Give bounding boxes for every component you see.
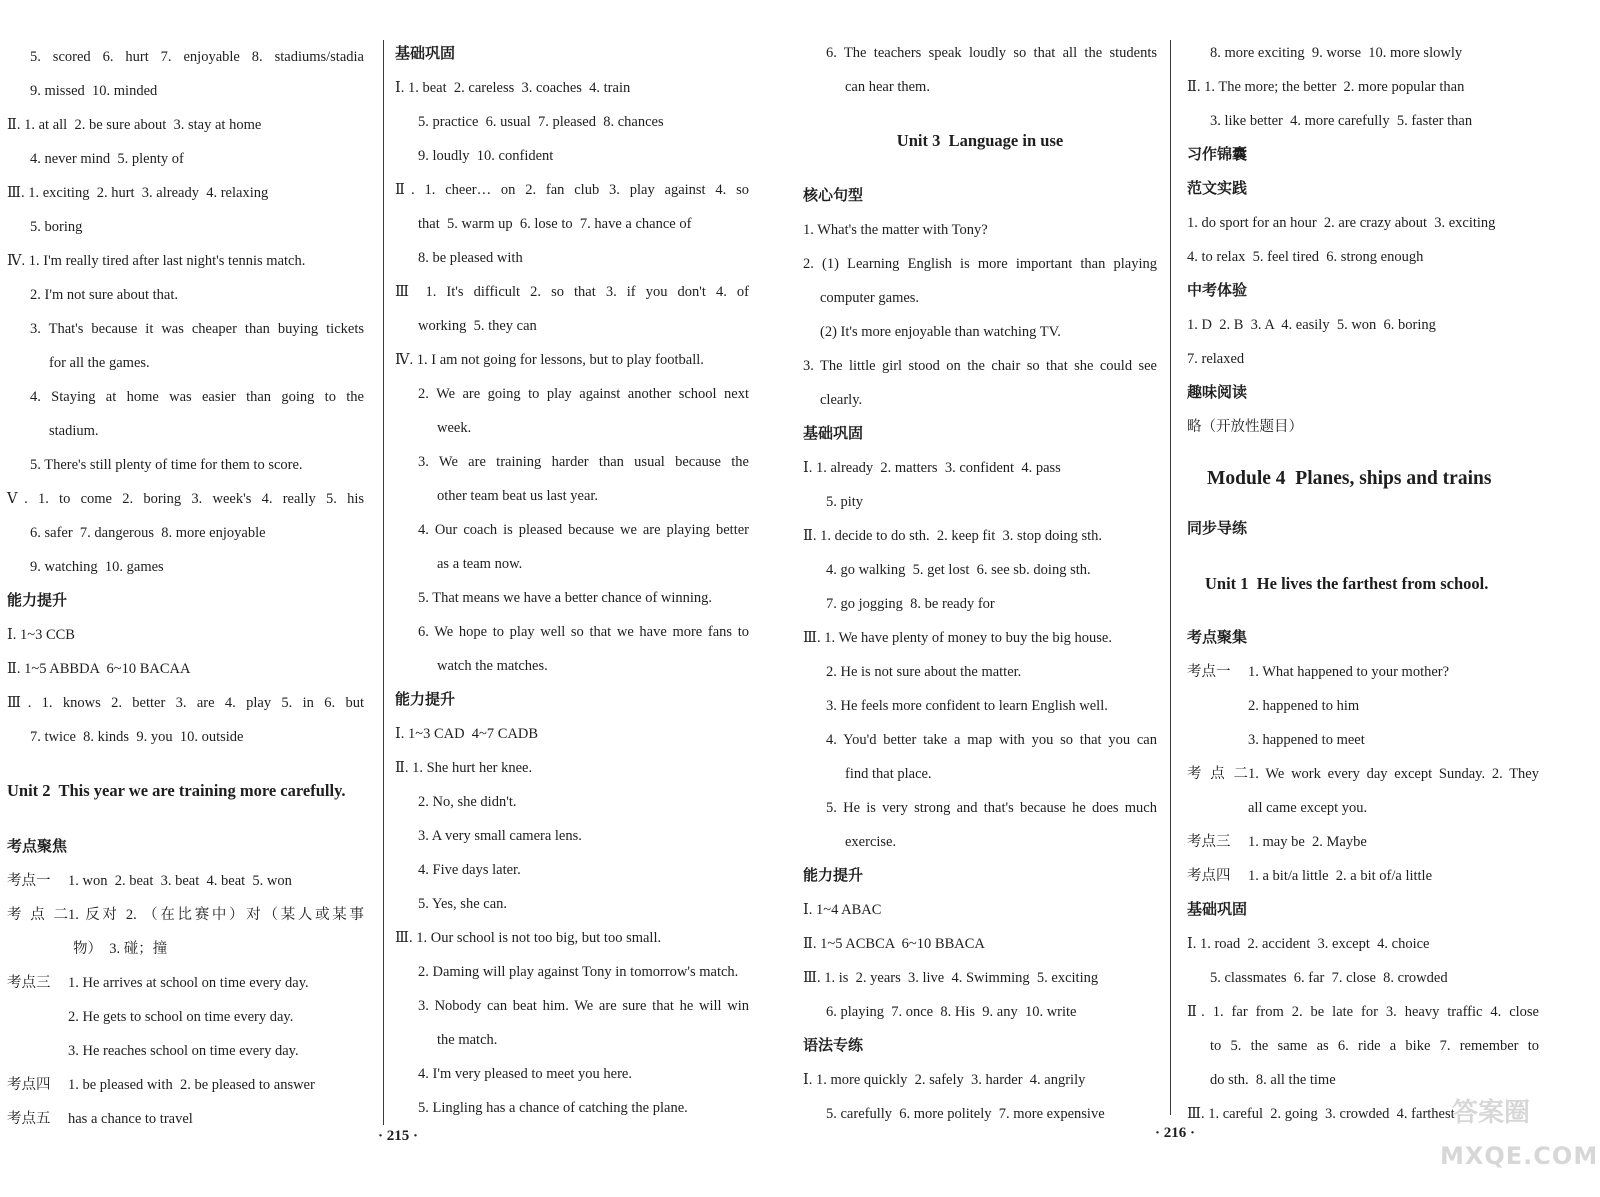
kaodian-text: 1. won 2. beat 3. beat 4. beat 5. won bbox=[68, 873, 292, 889]
answer-line: 2. He is not sure about the matter. bbox=[826, 664, 1022, 680]
section-heading: 能力提升 bbox=[395, 692, 456, 708]
section-heading: 语法专练 bbox=[803, 1038, 864, 1054]
section-heading: 同步导练 bbox=[1187, 521, 1248, 537]
kaodian-line bbox=[7, 864, 364, 898]
section-heading: 能力提升 bbox=[803, 868, 864, 884]
answer-line: 6. playing 7. once 8. His 9. any 10. write bbox=[826, 1004, 1077, 1020]
answer-line: 2. He gets to school on time every day. bbox=[68, 1009, 294, 1025]
section-heading: 基础巩固 bbox=[1187, 902, 1248, 918]
answer-line: week. bbox=[437, 420, 472, 436]
page-number: · 216 · bbox=[1154, 1125, 1195, 1141]
answer-line: (2) It's more enjoyable than watching TV. bbox=[820, 324, 1061, 340]
kaodian-label: 考点一 bbox=[7, 873, 51, 889]
answer-line: 9. watching 10. games bbox=[30, 559, 164, 575]
kaodian-text: 1. a bit/a little 2. a bit of/a little bbox=[1248, 868, 1433, 884]
kaodian-text: 1. We work every day except Sunday. 2. They bbox=[1248, 766, 1539, 782]
answer-line: 7. twice 8. kinds 9. you 10. outside bbox=[30, 729, 244, 745]
answer-line: 2. Daming will play against Tony in tomorrow's match. bbox=[418, 964, 739, 980]
answer-line: Ⅱ. 1. The more; the better 2. more popular than bbox=[1187, 79, 1465, 95]
answer-line: 8. more exciting 9. worse 10. more slowly bbox=[1210, 45, 1463, 61]
section-heading: 考点聚集 bbox=[1187, 630, 1248, 646]
kaodian-text: 1. be pleased with 2. be pleased to answer bbox=[68, 1077, 315, 1093]
answer-line: 3. happened to meet bbox=[1248, 732, 1365, 748]
answer-line: 4. never mind 5. plenty of bbox=[30, 151, 184, 167]
unit-title: Unit 2 This year we are training more carefully. bbox=[7, 781, 346, 800]
section-heading: 考点聚焦 bbox=[7, 839, 68, 855]
answer-line: 2. We are going to play against another school next bbox=[418, 386, 749, 402]
answer-line: 1. D 2. B 3. A 4. easily 5. won 6. boring bbox=[1187, 317, 1436, 333]
answer-line: all came except you. bbox=[1248, 800, 1368, 816]
kaodian-line bbox=[7, 1068, 364, 1102]
answer-line: Ⅰ. 1~4 ABAC bbox=[803, 902, 882, 918]
answer-line: computer games. bbox=[820, 290, 920, 306]
column-divider bbox=[1170, 40, 1171, 1115]
answer-line: 3. Nobody can beat him. We are sure that he will win bbox=[418, 998, 749, 1014]
column-divider bbox=[383, 40, 384, 1125]
answer-line: 4. You'd better take a map with you so that you can bbox=[826, 732, 1157, 748]
answer-line: 5. practice 6. usual 7. pleased 8. chances bbox=[418, 114, 664, 130]
answer-line: Ⅰ. 1~3 CAD 4~7 CADB bbox=[395, 726, 539, 742]
answer-line: Ⅲ. 1. is 2. years 3. live 4. Swimming 5. exciting bbox=[803, 970, 1099, 986]
kaodian-line bbox=[1187, 859, 1539, 893]
answer-line: as a team now. bbox=[437, 556, 523, 572]
kaodian-text: has a chance to travel bbox=[68, 1111, 193, 1127]
kaodian-line bbox=[7, 898, 364, 932]
kaodian-line bbox=[7, 966, 364, 1000]
kaodian-text: 1. may be 2. Maybe bbox=[1248, 834, 1367, 850]
answer-line: that 5. warm up 6. lose to 7. have a chance of bbox=[418, 216, 692, 232]
kaodian-label: 考点三 bbox=[1187, 834, 1231, 850]
answer-line: Ⅳ. 1. I'm really tired after last night's tennis match. bbox=[7, 253, 306, 269]
answer-line: 6. safer 7. dangerous 8. more enjoyable bbox=[30, 525, 266, 541]
answer-line: 5. carefully 6. more politely 7. more expensive bbox=[826, 1106, 1105, 1122]
kaodian-text: 1. What happened to your mother? bbox=[1248, 664, 1450, 680]
answer-line: 5. There's still plenty of time for them to score. bbox=[30, 457, 303, 473]
unit-title: Unit 1 He lives the farthest from school. bbox=[1205, 574, 1489, 593]
answer-column-3 bbox=[803, 36, 1157, 1131]
watermark-text: MXQE.COM bbox=[1440, 1142, 1599, 1170]
kaodian-text: 1. 反对 2. （在比赛中）对（某人或某事 bbox=[68, 907, 364, 923]
answer-line: Ⅰ. 1~3 CCB bbox=[7, 627, 75, 643]
answer-line: Ⅳ. 1. I am not going for lessons, but to play football. bbox=[395, 352, 704, 368]
section-heading: 核心句型 bbox=[803, 188, 864, 204]
answer-line: clearly. bbox=[820, 392, 863, 408]
answer-line: 2. I'm not sure about that. bbox=[30, 287, 178, 303]
answer-line: for all the games. bbox=[49, 355, 150, 371]
answer-line: Ⅱ. 1. cheer… on 2. fan club 3. play against 4. so bbox=[395, 182, 749, 198]
section-heading: 基础巩固 bbox=[803, 426, 864, 442]
answer-line: 5. boring bbox=[30, 219, 83, 235]
answer-line: stadium. bbox=[49, 423, 99, 439]
answer-line: exercise. bbox=[845, 834, 897, 850]
answer-line: 4. Staying at home was easier than going to the bbox=[30, 389, 364, 405]
answer-line: 3. He reaches school on time every day. bbox=[68, 1043, 299, 1059]
section-heading: 基础巩固 bbox=[395, 46, 456, 62]
section-heading: 范文实践 bbox=[1187, 181, 1248, 197]
answer-line: 6. The teachers speak loudly so that all the students bbox=[826, 45, 1157, 61]
answer-line: 2. happened to him bbox=[1248, 698, 1360, 714]
answer-column-2 bbox=[395, 37, 749, 1125]
answer-line: the match. bbox=[437, 1032, 498, 1048]
answer-line: 3. We are training harder than usual because the bbox=[418, 454, 749, 470]
kaodian-label: 考点五 bbox=[7, 1111, 51, 1127]
answer-line: watch the matches. bbox=[437, 658, 548, 674]
answer-line: Ⅲ. 1. Our school is not too big, but too small. bbox=[395, 930, 662, 946]
page-number: · 215 · bbox=[377, 1128, 418, 1144]
answer-line: 4. I'm very pleased to meet you here. bbox=[418, 1066, 632, 1082]
answer-line: find that place. bbox=[845, 766, 932, 782]
kaodian-text: 1. He arrives at school on time every day. bbox=[68, 975, 309, 991]
answer-line: other team beat us last year. bbox=[437, 488, 599, 504]
answer-line: Ⅴ. 1. to come 2. boring 3. week's 4. really 5. his bbox=[7, 491, 364, 507]
answer-line: 3. like better 4. more carefully 5. faster than bbox=[1210, 113, 1473, 129]
answer-line: 2. No, she didn't. bbox=[418, 794, 517, 810]
answer-line: 9. loudly 10. confident bbox=[418, 148, 554, 164]
answer-line: 略（开放性题目） bbox=[1187, 419, 1303, 435]
kaodian-label: 考点四 bbox=[1187, 868, 1231, 884]
answer-line: Ⅲ. 1. exciting 2. hurt 3. already 4. relaxing bbox=[7, 185, 269, 201]
answer-line: 9. missed 10. minded bbox=[30, 83, 158, 99]
answer-line: Ⅱ. 1. at all 2. be sure about 3. stay at home bbox=[7, 117, 262, 133]
kaodian-line bbox=[7, 1102, 364, 1136]
answer-line: 7. go jogging 8. be ready for bbox=[826, 596, 995, 612]
answer-line: 5. He is very strong and that's because he does much bbox=[826, 800, 1157, 816]
answer-line: 5. Lingling has a chance of catching the plane. bbox=[418, 1100, 688, 1116]
kaodian-label: 考点一 bbox=[1187, 664, 1231, 680]
answer-line: Ⅱ. 1~5 ABBDA 6~10 BACAA bbox=[7, 661, 191, 677]
answer-line: 3. The little girl stood on the chair so that she could see bbox=[803, 358, 1157, 374]
unit-title: Unit 3 Language in use bbox=[896, 131, 1064, 150]
answer-column-1 bbox=[7, 40, 364, 1136]
answer-line: Ⅲ 1. It's difficult 2. so that 3. if you don't 4. of bbox=[395, 284, 749, 300]
answer-line: 4. to relax 5. feel tired 6. strong enough bbox=[1187, 249, 1424, 265]
answer-line: to 5. the same as 6. ride a bike 7. remember to bbox=[1210, 1038, 1539, 1054]
answer-line: 5. scored 6. hurt 7. enjoyable 8. stadiums/stadia bbox=[30, 49, 364, 65]
answer-line: Ⅲ. 1. We have plenty of money to buy the big house. bbox=[803, 630, 1112, 646]
answer-line: can hear them. bbox=[845, 79, 930, 95]
kaodian-label: 考点四 bbox=[7, 1077, 51, 1093]
answer-line: 2. (1) Learning English is more important than playing bbox=[803, 256, 1157, 272]
answer-line: 5. Yes, she can. bbox=[418, 896, 508, 912]
module-title: Module 4 Planes, ships and trains bbox=[1207, 468, 1492, 489]
kaodian-label: 考点三 bbox=[7, 975, 51, 991]
answer-line: 7. relaxed bbox=[1187, 351, 1245, 367]
answer-line: 5. pity bbox=[826, 494, 864, 510]
kaodian-line bbox=[1187, 655, 1539, 689]
section-heading: 趣味阅读 bbox=[1187, 385, 1248, 401]
answer-line: Ⅱ. 1. She hurt her knee. bbox=[395, 760, 533, 776]
answer-line: Ⅱ. 1. decide to do sth. 2. keep fit 3. stop doing sth. bbox=[803, 528, 1103, 544]
answer-line: 3. A very small camera lens. bbox=[418, 828, 582, 844]
kaodian-line bbox=[1187, 757, 1539, 791]
answer-line: 5. classmates 6. far 7. close 8. crowded bbox=[1210, 970, 1448, 986]
kaodian-label: 考点二 bbox=[1187, 766, 1248, 782]
answer-line: 6. We hope to play well so that we have more fans to bbox=[418, 624, 749, 640]
answer-line: 4. Our coach is pleased because we are playing better bbox=[418, 522, 749, 538]
answer-line: 8. be pleased with bbox=[418, 250, 523, 266]
answer-line: 1. do sport for an hour 2. are crazy about 3. exciting bbox=[1187, 215, 1496, 231]
answer-line: do sth. 8. all the time bbox=[1210, 1072, 1336, 1088]
answer-line: Ⅰ. 1. already 2. matters 3. confident 4. pass bbox=[803, 460, 1061, 476]
answer-line: Ⅲ. 1. knows 2. better 3. are 4. play 5. in 6. but bbox=[7, 695, 364, 711]
answer-line: 物） 3. 碰；撞 bbox=[73, 941, 168, 957]
answer-line: Ⅰ. 1. road 2. accident 3. except 4. choice bbox=[1187, 936, 1430, 952]
answer-line: 3. He feels more confident to learn English well. bbox=[826, 698, 1108, 714]
watermark-logo: 答案圈 bbox=[1452, 1098, 1531, 1128]
answer-line: Ⅲ. 1. careful 2. going 3. crowded 4. farthest bbox=[1187, 1106, 1455, 1122]
section-heading: 能力提升 bbox=[7, 593, 68, 609]
answer-line: 4. Five days later. bbox=[418, 862, 521, 878]
answer-line: 4. go walking 5. get lost 6. see sb. doing sth. bbox=[826, 562, 1091, 578]
answer-column-4 bbox=[1187, 36, 1539, 1131]
answer-line: Ⅰ. 1. more quickly 2. safely 3. harder 4. angrily bbox=[803, 1072, 1086, 1088]
section-heading: 习作锦囊 bbox=[1187, 147, 1248, 163]
answer-line: 3. That's because it was cheaper than buying tickets bbox=[30, 321, 364, 337]
answer-line: working 5. they can bbox=[418, 318, 537, 334]
kaodian-line bbox=[1187, 825, 1539, 859]
kaodian-label: 考点二 bbox=[7, 907, 68, 923]
answer-line: 5. That means we have a better chance of winning. bbox=[418, 590, 713, 606]
answer-line: Ⅱ. 1. far from 2. be late for 3. heavy traffic 4. close bbox=[1187, 1004, 1539, 1020]
answer-line: 1. What's the matter with Tony? bbox=[803, 222, 988, 238]
section-heading: 中考体验 bbox=[1187, 283, 1248, 299]
answer-line: Ⅱ. 1~5 ACBCA 6~10 BBACA bbox=[803, 936, 985, 952]
answer-line: Ⅰ. 1. beat 2. careless 3. coaches 4. train bbox=[395, 80, 631, 96]
